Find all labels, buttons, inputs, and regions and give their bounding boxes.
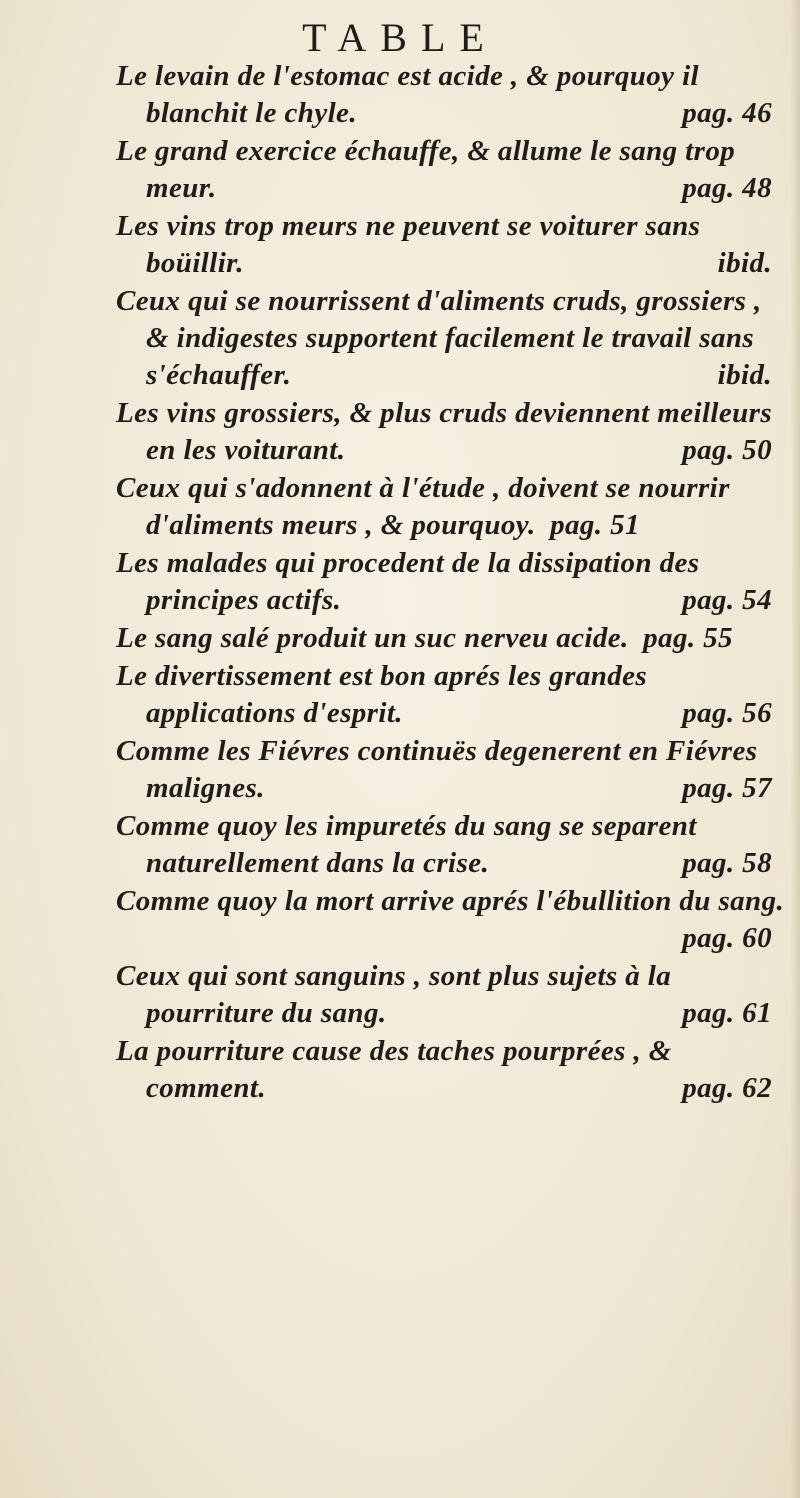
entry-text: Les malades qui procedent de la dissipation des principes actifs. [116,547,700,616]
toc-entry [0,620,800,657]
entry-page-ref: pag. 55 [643,622,733,654]
toc-entry [0,208,800,282]
entry-page-ref: pag. 54 [682,584,772,616]
page-title: TABLE [302,15,498,60]
entry-text: Le grand exercice échauffe, & allume le sang trop meur. [116,135,736,204]
toc-entry [0,470,800,544]
toc-entry [0,808,800,882]
entry-page-ref: pag. 56 [682,697,772,729]
table-of-contents [0,58,800,1108]
toc-entry [0,958,800,1032]
entry-text: Le sang salé produit un suc nerveu acide. [116,622,629,654]
entry-page-ref: ibid. [717,359,772,391]
toc-entry [0,658,800,732]
entry-text: Comme quoy les impuretés du sang se separent naturellement dans la crise. [116,810,697,879]
entry-page-ref: pag. 46 [682,97,772,129]
entry-page-ref: pag. 62 [682,1072,772,1104]
entry-page-ref: pag. 51 [550,509,640,541]
entry-text: Comme les Fiévres continuës degenerent en Fiévres malignes. [116,735,758,804]
toc-entry [0,883,800,957]
toc-entry [0,58,800,132]
toc-entry [0,395,800,469]
entry-page-ref: pag. 50 [682,434,772,466]
toc-entry [0,133,800,207]
toc-entry [0,1033,800,1107]
toc-entry [0,283,800,394]
entry-text: Le levain de l'estomac est acide , & pourquoy il blanchit le chyle. [116,60,700,129]
entry-text: La pourriture cause des taches pourprées , & comment. [116,1035,672,1104]
entry-text: Les vins trop meurs ne peuvent se voiturer sans boüillir. [116,210,701,279]
entry-page-ref: pag. 61 [682,997,772,1029]
entry-text: Les vins grossiers, & plus cruds deviennent meilleurs en les voiturant. [116,397,773,466]
entry-page-ref: ibid. [717,247,772,279]
entry-page-ref: pag. 60 [682,922,772,954]
entry-page-ref: pag. 57 [682,772,772,804]
entry-page-ref: pag. 48 [682,172,772,204]
toc-entry [0,733,800,807]
page-edge-shadow [790,0,800,1498]
entry-text: Ceux qui s'adonnent à l'étude , doivent se nourrir d'aliments meurs , & pourquoy. [116,472,730,541]
entry-text: Le divertissement est bon aprés les grandes applications d'esprit. [116,660,648,729]
entry-text: Ceux qui sont sanguins , sont plus sujets à la pourriture du sang. [116,960,672,1029]
toc-entry [0,545,800,619]
entry-text: Comme quoy la mort arrive aprés l'ébullition du sang. [116,885,785,917]
entry-page-ref: pag. 58 [682,847,772,879]
entry-text: Ceux qui se nourrissent d'aliments cruds, grossiers , & indigestes supportent facilement le travail sans s'échauffer. [116,285,762,391]
